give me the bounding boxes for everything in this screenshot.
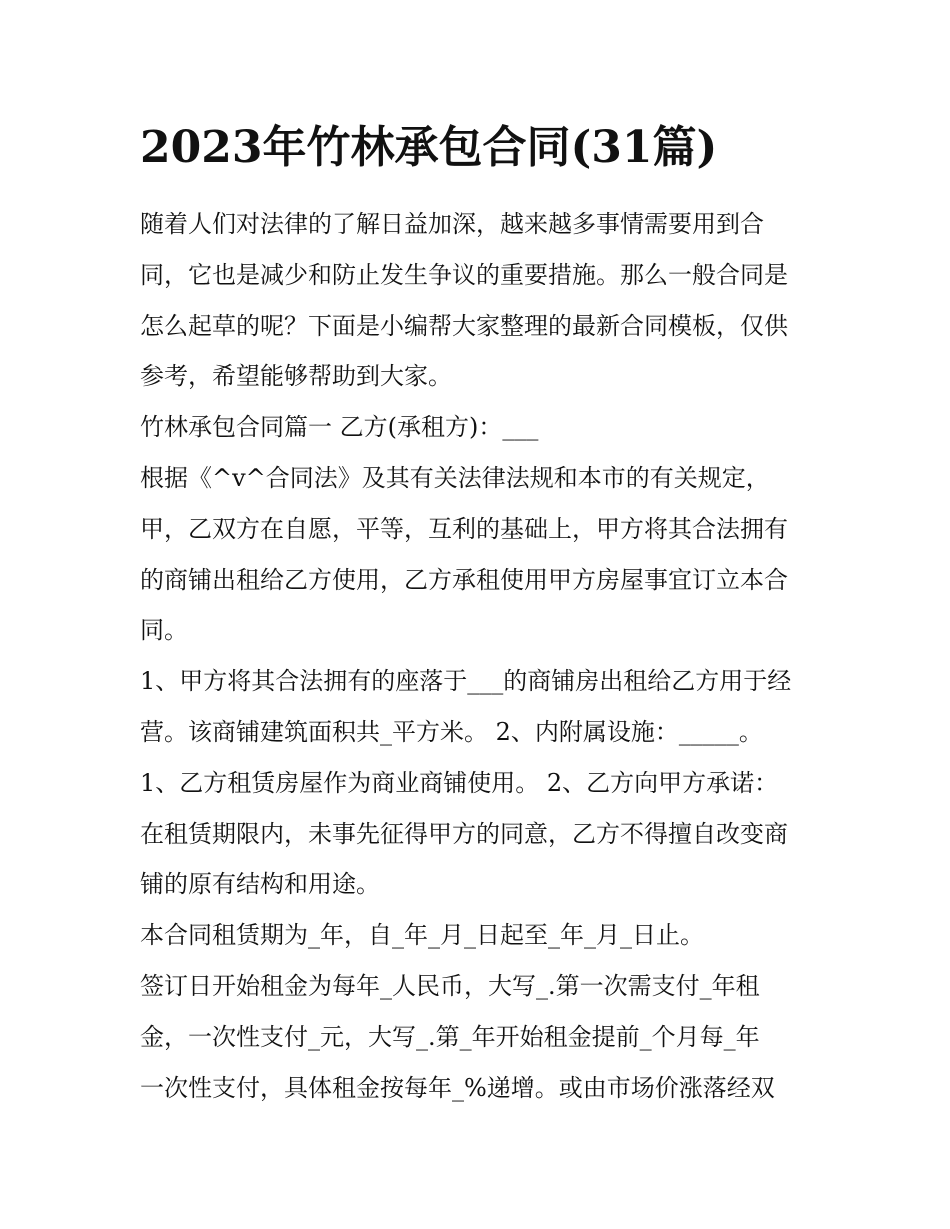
body-line: 1、乙方租赁房屋作为商业商铺使用。 2、乙方向甲方承诺： [140, 768, 779, 797]
body-line: 的商铺出租给乙方使用，乙方承租使用甲方房屋事宜订立本合 [140, 565, 788, 594]
document-body [140, 199, 820, 1113]
body-line: 甲，乙双方在自愿，平等，互利的基础上，甲方将其合法拥有 [140, 514, 788, 543]
body-line: 签订日开始租金为每年_人民币，大写_.第一次需支付_年租 [140, 971, 760, 1000]
body-line: 铺的原有结构和用途。 [140, 870, 380, 899]
body-line: 营。该商铺建筑面积共_平方米。 2、内附属设施：_____。 [140, 717, 763, 746]
body-line: 本合同租赁期为_年，自_年_月_日起至_年_月_日止。 [140, 921, 704, 950]
body-line: 同，它也是减少和防止发生争议的重要措施。那么一般合同是 [140, 260, 788, 289]
body-line: 一次性支付，具体租金按每年_%递增。或由市场价涨落经双 [140, 1073, 775, 1102]
body-line: 随着人们对法律的了解日益加深，越来越多事情需要用到合 [140, 210, 764, 238]
body-line: 竹林承包合同篇一 乙方(承租方)：___ [140, 413, 539, 442]
body-line: 根据《^v^合同法》及其有关法律法规和本市的有关规定， [140, 463, 770, 492]
body-line: 怎么起草的呢？下面是小编帮大家整理的最新合同模板，仅供 [140, 311, 788, 340]
body-line: 金，一次性支付_元，大写_.第_年开始租金提前_个月每_年 [140, 1022, 760, 1051]
body-line: 参考，希望能够帮助到大家。 [140, 362, 452, 391]
document-title: 2023年竹林承包合同(31篇) [140, 122, 718, 173]
body-line: 同。 [140, 616, 188, 645]
body-line: 在租赁期限内，未事先征得甲方的同意，乙方不得擅自改变商 [140, 819, 788, 848]
body-line: 1、甲方将其合法拥有的座落于___的商铺房出租给乙方用于经 [140, 667, 792, 696]
